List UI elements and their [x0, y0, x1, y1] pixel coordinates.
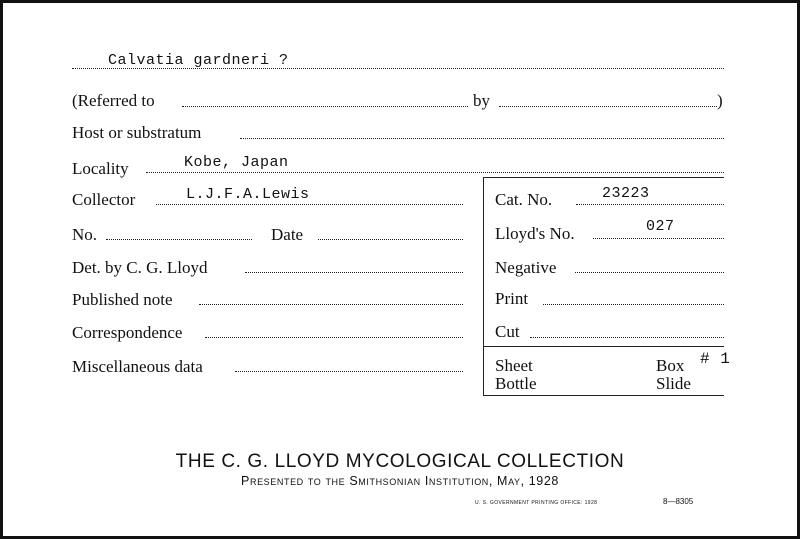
date-line: [318, 239, 463, 240]
cat-no-label: Cat. No.: [495, 190, 553, 209]
correspondence-line: [205, 337, 463, 338]
slide-label: Slide: [656, 374, 691, 393]
box-label: Box: [656, 356, 685, 375]
bottle-label: Bottle: [495, 374, 537, 393]
printing-office-note: U. S. GOVERNMENT PRINTING OFFICE: 1928: [475, 500, 598, 506]
cat-no-line: [576, 204, 724, 205]
box-divider: [483, 346, 724, 347]
species-line: [72, 68, 724, 69]
box-left-border: [483, 177, 484, 395]
lloyds-no-line: [593, 238, 724, 239]
box-value: # 1: [700, 350, 731, 368]
date-label: Date: [271, 225, 304, 244]
cut-label: Cut: [495, 322, 520, 341]
print-label: Print: [495, 289, 529, 308]
cut-line: [530, 337, 724, 338]
lloyds-no-value: 027: [646, 218, 675, 235]
collection-title: THE C. G. LLOYD MYCOLOGICAL COLLECTION: [175, 451, 625, 472]
collection-subtitle: Presented to the Smithsonian Institution, May, 1928: [241, 474, 559, 488]
box-bottom-border: [483, 395, 724, 396]
correspondence-label: Correspondence: [72, 323, 183, 342]
locality-label: Locality: [72, 159, 129, 178]
print-line: [543, 304, 724, 305]
referred-to-line: [182, 106, 468, 107]
card-edge-top: [0, 0, 800, 3]
by-line: [499, 106, 717, 107]
misc-label: Miscellaneous data: [72, 357, 203, 376]
negative-line: [575, 272, 724, 273]
by-label: by: [473, 91, 490, 110]
collector-value: L.J.F.A.Lewis: [186, 186, 310, 203]
no-line: [106, 239, 252, 240]
no-label: No.: [72, 225, 98, 244]
det-by-label: Det. by C. G. Lloyd: [72, 258, 208, 277]
det-by-line: [245, 272, 463, 273]
referred-to-label: (Referred to: [72, 91, 155, 110]
published-line: [199, 304, 463, 305]
cat-no-value: 23223: [602, 185, 650, 202]
box-top-border: [483, 177, 724, 178]
locality-value: Kobe, Japan: [184, 154, 289, 171]
published-label: Published note: [72, 290, 173, 309]
close-paren: ): [717, 91, 723, 110]
collector-label: Collector: [72, 190, 136, 209]
locality-line: [146, 172, 724, 173]
lloyds-no-label: Lloyd's No.: [495, 224, 575, 243]
host-label: Host or substratum: [72, 123, 202, 142]
collector-line: [156, 204, 463, 205]
misc-line: [235, 371, 463, 372]
species-name: Calvatia gardneri ?: [108, 52, 289, 69]
host-line: [240, 138, 724, 139]
sheet-label: Sheet: [495, 356, 533, 375]
negative-label: Negative: [495, 258, 557, 277]
form-code: 8—8305: [663, 497, 694, 506]
